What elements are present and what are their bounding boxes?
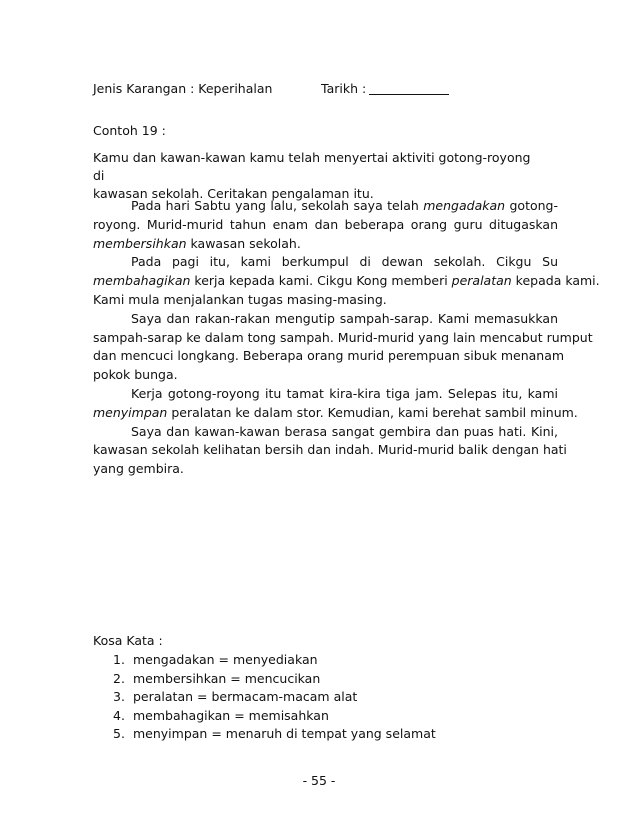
vocabulary-item <box>113 651 436 670</box>
example-label: Contoh 19 : <box>93 123 166 138</box>
vocabulary-text: membersihkan = mencucikan <box>133 670 321 686</box>
vocabulary-text: mengadakan = menyediakan <box>133 652 318 667</box>
vocabulary-item <box>113 707 436 726</box>
essay-text: kerja kepada kami. Cikgu Kong memberi <box>190 273 452 289</box>
question-line: kawasan sekolah. Ceritakan pengalaman itu. <box>93 186 374 201</box>
vocabulary-title: Kosa Kata : <box>93 633 163 648</box>
essay-keyword: menyimpan <box>93 404 168 420</box>
essay-line: pokok bunga. <box>93 367 178 383</box>
essay-text: peralatan ke dalam stor. Kemudian, kami berehat sambil minum. <box>167 404 578 420</box>
essay-text: gotong- <box>505 198 558 213</box>
essay-line <box>93 404 578 423</box>
vocabulary-text: peralatan = bermacam-macam alat <box>133 689 358 705</box>
essay-line: Pada pagi itu, kami berkumpul di dewan sekolah. Cikgu Su <box>131 254 558 270</box>
vocabulary-list <box>113 651 436 744</box>
essay-keyword: mengadakan <box>423 198 506 213</box>
essay-genre-label: Jenis Karangan : Keperihalan <box>93 81 273 96</box>
vocabulary-number: 2. <box>113 670 125 686</box>
vocabulary-item <box>113 725 436 744</box>
essay-line: Kerja gotong-royong itu tamat kira-kira tiga jam. Selepas itu, kami <box>131 385 558 401</box>
essay-line <box>93 235 558 254</box>
date-blank-line <box>369 82 449 95</box>
essay-line <box>93 272 600 291</box>
vocabulary-item <box>113 670 436 689</box>
essay-text: kawasan sekolah. <box>186 235 301 251</box>
page-number: - 55 - <box>302 773 336 788</box>
essay-keyword: membersihkan <box>93 235 187 251</box>
essay-line: yang gembira. <box>93 461 184 477</box>
essay-text: kepada kami. <box>511 273 600 289</box>
vocabulary-number: 5. <box>113 726 125 742</box>
date-field <box>321 80 449 98</box>
date-label: Tarikh : <box>321 81 367 96</box>
essay-line: royong. Murid-murid tahun enam dan beberapa orang guru ditugaskan <box>93 216 558 232</box>
vocabulary-item <box>113 688 436 707</box>
essay-keyword: membahagikan <box>93 273 191 289</box>
essay-body <box>93 197 600 479</box>
vocabulary-number: 4. <box>113 707 125 723</box>
essay-text: Pada hari Sabtu yang lalu, sekolah saya telah <box>131 198 424 213</box>
essay-question <box>93 149 533 203</box>
essay-line: kawasan sekolah kelihatan bersih dan indah. Murid-murid balik dengan hati <box>93 442 567 458</box>
essay-line: sampah-sarap ke dalam tong sampah. Murid-murid yang lain mencabut rumput <box>93 329 593 345</box>
essay-line: Kami mula menjalankan tugas masing-masing. <box>93 291 387 307</box>
essay-line: Saya dan rakan-rakan mengutip sampah-sarap. Kami memasukkan <box>131 310 558 326</box>
vocabulary-text: menyimpan = menaruh di tempat yang selamat <box>133 726 436 742</box>
question-line: Kamu dan kawan-kawan kamu telah menyertai aktiviti gotong-royong di <box>93 150 531 183</box>
vocabulary-number: 3. <box>113 689 125 705</box>
essay-line: Saya dan kawan-kawan berasa sangat gembira dan puas hati. Kini, <box>131 423 558 439</box>
essay-line: dan mencuci longkang. Beberapa orang murid perempuan sibuk menanam <box>93 348 565 364</box>
essay-keyword: peralatan <box>451 273 512 289</box>
vocabulary-text: membahagikan = memisahkan <box>133 707 329 723</box>
vocabulary-number: 1. <box>113 652 125 667</box>
essay-line <box>93 197 558 216</box>
